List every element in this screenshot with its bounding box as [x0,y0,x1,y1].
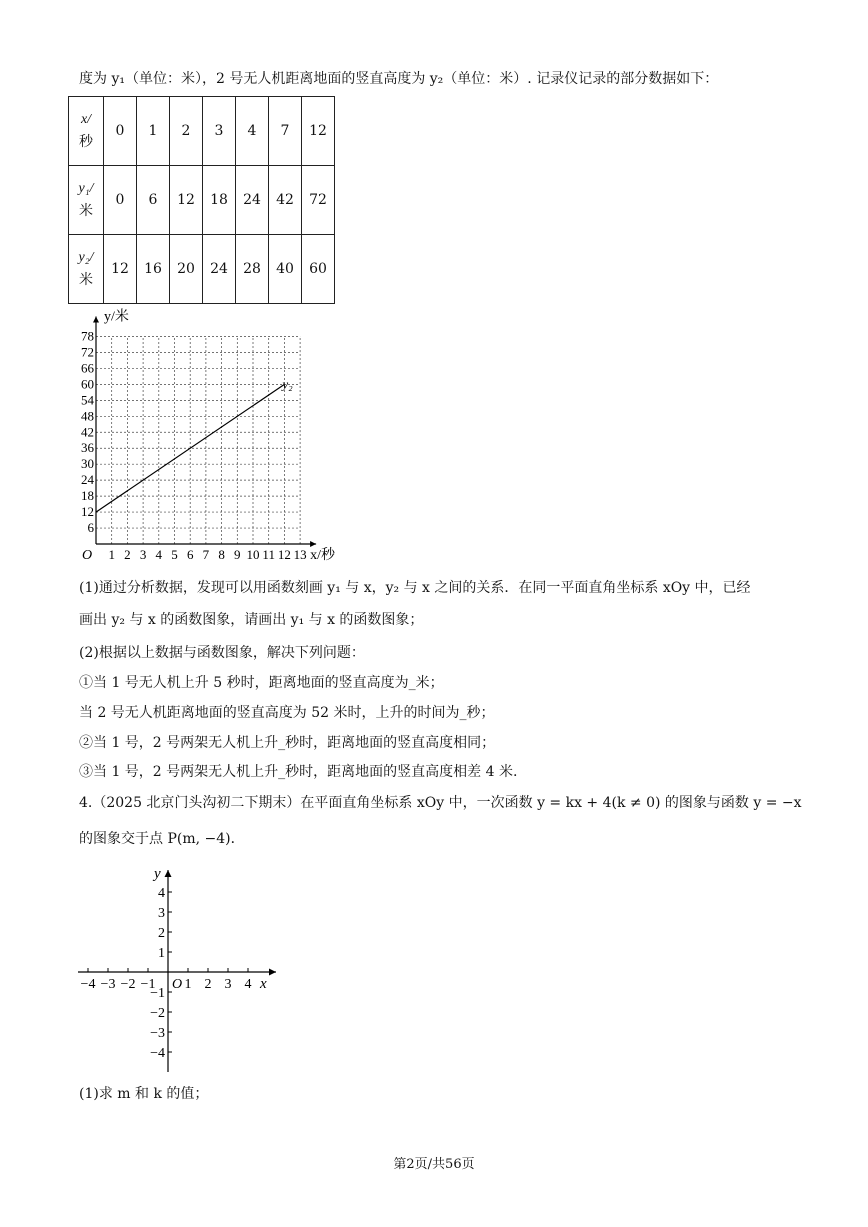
y-tick-label: 3 [158,906,165,921]
y-axis-arrow-icon [165,870,172,877]
table-cell: 4 [236,97,269,166]
x-tick-label: 9 [234,547,241,562]
y-tick-label: −1 [150,986,165,1001]
problem-4-line-2: 的图象交于点 P(m, −4)． [79,831,245,847]
question-1-line-2: 画出 y₂ 与 x 的函数图象，请画出 y₁ 与 x 的函数图象； [79,612,424,628]
question-1-line-1: (1)通过分析数据，发现可以用函数刻画 y₁ 与 x，y₂ 与 x 之间的关系．在同一平面直角坐标系 xOy 中，已经 [79,580,751,596]
table-row-header: y₁/ 米 [69,166,104,235]
y-tick-label: 42 [81,424,94,440]
table-cell: 72 [302,166,335,235]
table-cell: 3 [203,97,236,166]
table-cell: 42 [269,166,302,235]
table-cell: 24 [236,166,269,235]
question-2: (2)根据以上数据与函数图象，解决下列问题： [79,645,365,661]
x-tick-label: 13 [293,547,307,562]
origin-label: O [172,977,183,992]
question-2-1b: 当 2 号无人机距离地面的竖直高度为 52 米时，上升的时间为_秒； [79,705,495,721]
y-tick-label: 60 [81,376,94,392]
x-tick-label: −2 [120,977,136,992]
table-cell: 12 [104,235,137,304]
table-cell: 20 [170,235,203,304]
table-cell: 7 [269,97,302,166]
y-tick-label: 1 [158,946,165,961]
x-axis-arrow-icon [310,541,316,547]
table-cell: 28 [236,235,269,304]
series-label-y2: y₂ [282,376,293,392]
x-tick-label: −3 [100,977,116,992]
y-tick-label: −2 [150,1006,165,1021]
y-tick-label: 12 [81,504,94,520]
y-tick-label: 78 [81,328,94,344]
y-tick-label: −4 [150,1046,165,1061]
y-tick-label: −3 [150,1026,165,1041]
y-axis-label: y [154,866,161,882]
y-tick-label: 30 [81,456,94,472]
x-axis-label: x/秒 [310,548,335,563]
y-tick-label: 2 [158,926,165,941]
data-table [68,96,335,304]
x-tick-label: 3 [139,547,147,562]
table-cell: 0 [104,97,137,166]
table-cell: 6 [137,166,170,235]
x-tick-label: 3 [224,977,232,992]
y-tick-label: 4 [158,886,165,901]
x-tick-label: 2 [124,547,131,562]
table-cell: 60 [302,235,335,304]
y-axis-arrow-icon [93,317,99,323]
table-cell: 12 [170,166,203,235]
table-cell: 1 [137,97,170,166]
y-tick-label: 18 [81,488,94,504]
y-tick-label: 66 [81,360,94,376]
table-row [69,97,335,166]
table-cell: 24 [203,235,236,304]
x-tick-label: 7 [202,547,210,562]
x-tick-label: 6 [186,547,194,562]
x-tick-label: 1 [108,547,115,562]
table-cell: 40 [269,235,302,304]
x-tick-label: 4 [244,977,252,992]
table-cell: 18 [203,166,236,235]
x-tick-label: 1 [184,977,192,992]
x-tick-label: 4 [155,547,163,562]
x-tick-label: 11 [262,547,275,562]
question-2-2: ②当 1 号，2 号两架无人机上升_秒时，距离地面的竖直高度相同； [79,735,496,751]
problem-4-line-1: 4.（2025 北京门头沟初二下期末）在平面直角坐标系 xOy 中，一次函数 y = kx + 4(k ≠ 0) 的图象与函数 y = −x [79,795,802,811]
x-tick-label: −4 [80,977,96,992]
table-row-header: y₂/ 米 [69,235,104,304]
table-cell: 2 [170,97,203,166]
coordinate-system [70,862,290,1072]
table-cell: 16 [137,235,170,304]
height-time-chart [70,298,370,568]
table-row [69,235,335,304]
table-cell: 12 [302,97,335,166]
x-tick-label: 10 [246,547,260,562]
x-tick-label: −1 [140,977,156,992]
y-tick-label: 54 [81,392,94,408]
table-row-header: x/ 秒 [69,97,104,166]
y-tick-label: 24 [81,472,94,488]
x-axis-label: x [260,976,267,992]
origin-label: O [82,548,93,563]
x-tick-label: 8 [218,547,225,562]
y-axis-label: y/米 [104,309,129,325]
x-tick-label: 5 [171,547,178,562]
table-cell: 0 [104,166,137,235]
table-row [69,166,335,235]
y-tick-label: 72 [81,344,94,360]
problem-4-question-1: (1)求 m 和 k 的值； [79,1086,209,1102]
x-axis-arrow-icon [269,969,276,976]
question-2-3: ③当 1 号，2 号两架无人机上升_秒时，距离地面的竖直高度相差 4 米. [79,764,518,780]
y-tick-label: 6 [87,520,94,536]
intro-text: 度为 y₁（单位：米），2 号无人机距离地面的竖直高度为 y₂（单位：米）. 记录仪记录的部分数据如下： [79,71,719,87]
question-2-1: ①当 1 号无人机上升 5 秒时，距离地面的竖直高度为_米； [79,675,444,691]
y-tick-label: 36 [81,440,94,456]
y-tick-label: 48 [81,408,94,424]
page-footer: 第2页/共56页 [393,1157,475,1172]
x-tick-label: 2 [204,977,212,992]
x-tick-label: 12 [277,547,291,562]
